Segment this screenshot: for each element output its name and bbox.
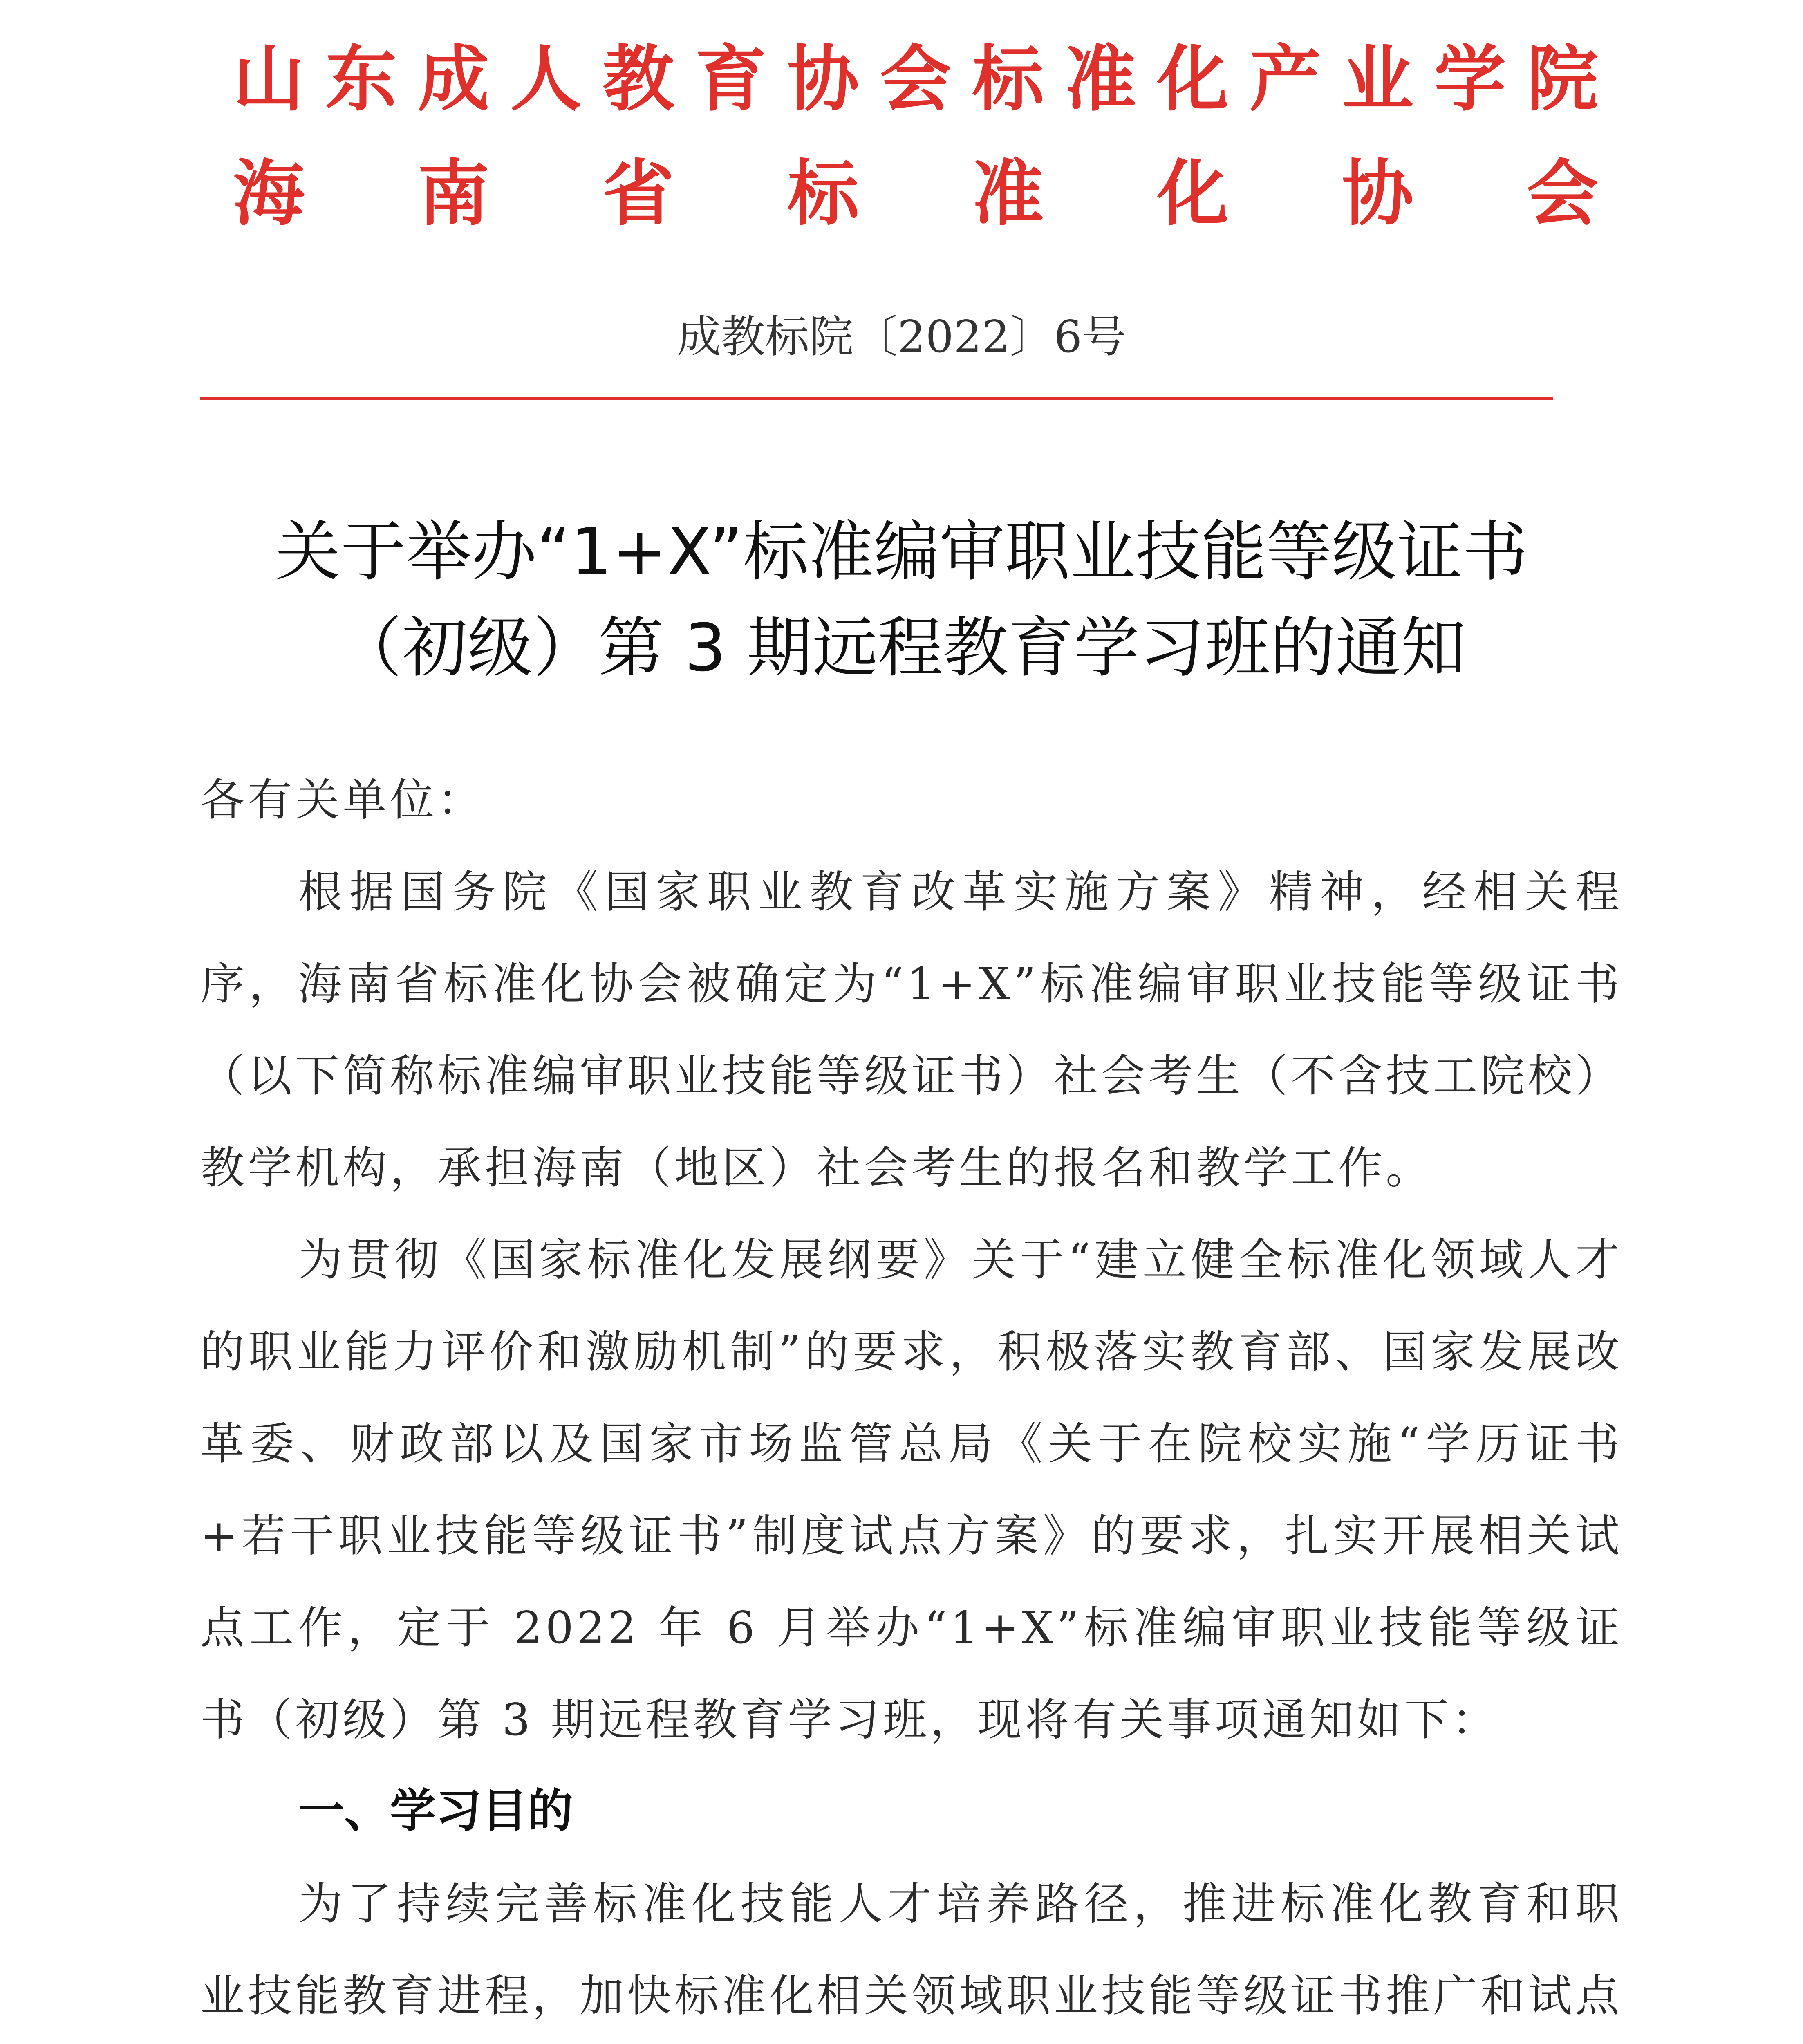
red-divider [200,397,1553,400]
issuing-org-name-1: 山东成人教育协会标准化产业学院 [233,38,1598,121]
section-heading-learning-purpose: 一、学习目的 [298,1784,573,1838]
salutation: 各有关单位： [200,775,485,826]
notice-title-line-2: （初级）第 3 期远程教育学习班的通知 [336,610,1467,686]
paragraph-2: 为贯彻《国家标准化发展纲要》关于“建立健全标准化领域人才的职业能力评价和激励机制”的要求，积极落实教育部、国家发展改革委、财政部以及国家市场监管总局《关于在院校实施“学历证书+若干职业技能等级证书”制度试点方案》的要求，扎实开展相关试点工作，定于 2022 年 6 月举办“1+X”标准编审职业技能等级证书（初级）第 3 期远程教育学习班，现将有关事项通知如下： [200,1235,1623,1746]
notice-title-line-1: 关于举办“1+X”标准编审职业技能等级证书 [275,513,1528,590]
paragraph-3: 为了持续完善标准化技能人才培养路径，推进标准化教育和职业技能教育进程，加快标准化相关领域职业技能等级证书推广和试点 [200,1878,1623,2022]
document-number: 成教标院〔2022〕6号 [676,312,1127,363]
paragraph-1: 根据国务院《国家职业教育改革实施方案》精神，经相关程序，海南省标准化协会被确定为“1+X”标准编审职业技能等级证书（以下简称标准编审职业技能等级证书）社会考生（不含技工院校）教学机构，承担海南（地区）社会考生的报名和教学工作。 [200,867,1623,1194]
issuing-org-name-2: 海南省标准化协会 [233,152,1598,235]
